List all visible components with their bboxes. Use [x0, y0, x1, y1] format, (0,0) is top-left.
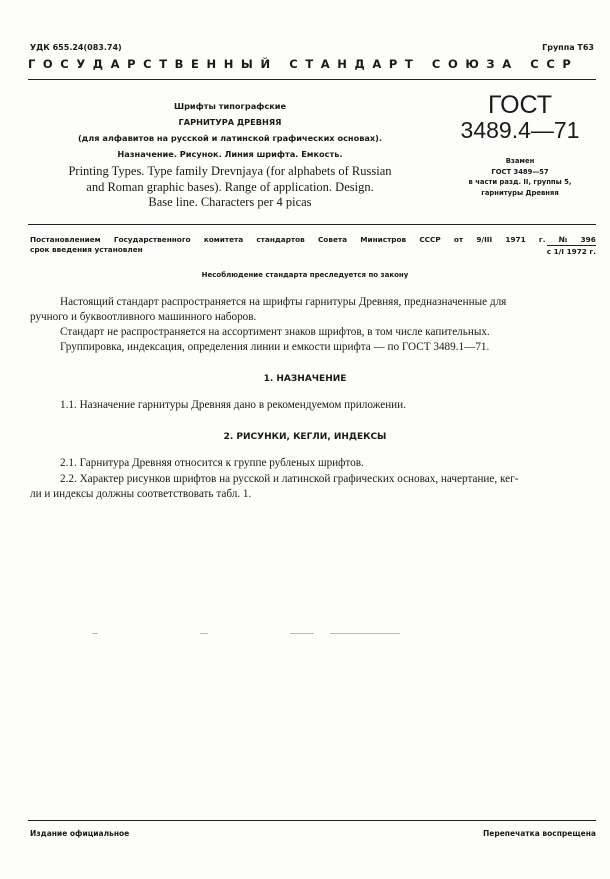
decree-word: Министров: [360, 235, 407, 244]
title-ru-line3: (для алфавитов на русской и латинской графических основах).: [77, 133, 383, 143]
replaces-line2: ГОСТ 3489—57: [491, 167, 549, 176]
intro-p1-line1: Настоящий стандарт распространяется на шрифты гарнитуры Древняя, предназначенные для: [60, 296, 507, 308]
title-block: [40, 98, 420, 209]
udk-code: УДК 655.24(083.74): [30, 43, 122, 52]
decree-word: №: [558, 235, 568, 244]
title-rule: [28, 224, 596, 225]
decree-word: стандартов: [256, 235, 305, 244]
section2-heading: 2. РИСУНКИ, КЕГЛИ, ИНДЕКСЫ: [223, 432, 387, 442]
legal-notice: Несоблюдение стандарта преследуется по закону: [201, 271, 409, 279]
replaces-note: [440, 156, 600, 198]
footer-reprint-prohibited: Перепечатка воспрещена: [482, 829, 596, 838]
decree-word: комитета: [203, 235, 244, 244]
decree-word: г.: [538, 235, 546, 244]
scan-artifact: [200, 633, 208, 634]
decree-effective-label: срок введения установлен: [30, 245, 143, 254]
decree-block: [30, 235, 596, 257]
standard-headline: ГОСУДАРСТВЕННЫЙ СТАНДАРТ СОЮЗА ССР: [28, 57, 579, 71]
section1-heading: 1. НАЗНАЧЕНИЕ: [263, 374, 347, 384]
footer-official-edition: Издание официальное: [30, 829, 130, 838]
footer-rule: [28, 820, 596, 821]
scan-artifact: [330, 633, 400, 634]
title-ru-line1: Шрифты типографские: [173, 101, 287, 111]
intro-p3: Группировка, индексация, определения линии и емкости шрифта — по ГОСТ 3489.1—71.: [60, 341, 490, 353]
decree-word: 396: [580, 235, 596, 244]
decree-word: 9/III: [476, 235, 493, 244]
gost-label: ГОСТ: [487, 91, 553, 119]
decree-word: Государственного: [113, 235, 191, 244]
title-ru-line4: Назначение. Рисунок. Линия шрифта. Емкость.: [117, 149, 343, 159]
intro-p2: Стандарт не распространяется на ассортимент знаков шрифтов, в том числе капительных.: [60, 326, 490, 338]
decree-line1: [30, 235, 596, 245]
replaces-line3: в части разд. II, группы 5,: [468, 178, 572, 186]
gost-block: [440, 92, 600, 198]
group-code: Группа Т63: [542, 43, 594, 52]
decree-word: 1971: [505, 235, 526, 244]
gost-number: 3489.4—71: [460, 117, 580, 143]
replaces-line1: Взамен: [505, 157, 535, 165]
decree-word: СССР: [419, 235, 441, 244]
decree-word: Постановлением: [30, 235, 101, 244]
section2-p1: 2.1. Гарнитура Древняя относится к группе рубленых шрифтов.: [60, 457, 364, 469]
decree-line2: [30, 245, 596, 257]
section2-p2-line1: 2.2. Характер рисунков шрифтов на русской и латинской графических основах, начертание, кег-: [60, 473, 519, 485]
title-en-line2: and Roman graphic bases). Range of application. Design.: [86, 179, 374, 194]
title-en-line3: Base line. Characters per 4 picas: [148, 195, 312, 209]
decree-word: Совета: [317, 235, 348, 244]
scan-artifact: [92, 633, 98, 634]
scan-artifact: [290, 633, 314, 634]
intro-p1-line2: ручного и буквоотливного машинного наборов.: [30, 311, 257, 323]
header-rule: [28, 79, 596, 80]
decree-word: от: [453, 235, 464, 244]
title-en-line1: Printing Types. Type family Drevnjaya (for alphabets of Russian: [68, 164, 392, 178]
decree-effective-date: с 1/I 1972 г.: [546, 247, 596, 256]
title-ru-line2: ГАРНИТУРА ДРЕВНЯЯ: [178, 117, 282, 127]
section1-p1: 1.1. Назначение гарнитуры Древняя дано в рекомендуемом приложении.: [60, 399, 406, 411]
replaces-line4: гарнитуры Древняя: [481, 188, 559, 197]
section2-p2-line2: ли и индексы должны соответствовать табл. 1.: [30, 488, 252, 500]
